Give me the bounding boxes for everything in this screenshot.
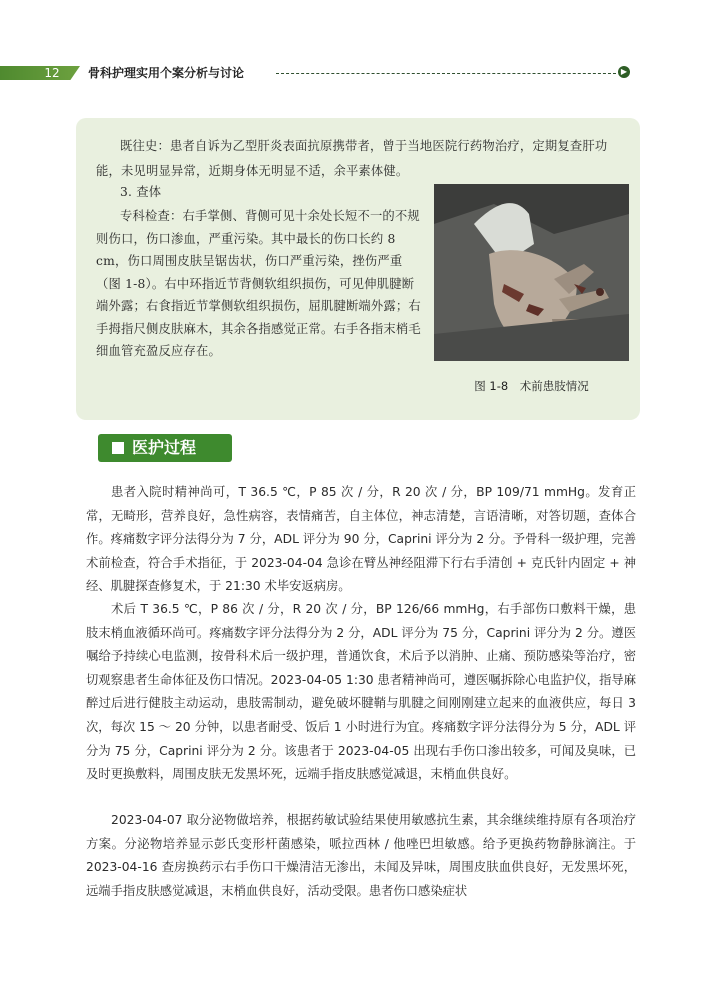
past-history-paragraph: 既往史：患者自诉为乙型肝炎表面抗原携带者，曾于当地医院行药物治疗，定期复查肝功能，未见明显异常，近期身体无明显不适，余平素体健。 [96,139,608,178]
specialist-exam-paragraph: 专科检查：右手掌侧、背侧可见十余处长短不一的不规则伤口，伤口渗血，严重污染。其中最长的伤口长约 8 cm，伤口周围皮肤呈锯齿状，伤口严重污染，挫伤严重（图 1-8）。右中环指近节背侧软组织损伤，可见伸肌腱断端外露；右食指近节掌侧软组织损伤，屈肌腱断端外露；右手拇指尺侧皮肤麻木，其余各指感觉正常。右手各指末梢毛细血管充盈反应存在。 [96,209,421,358]
body-paragraph-3 [86,809,636,903]
exam-heading: 3. 查体 [120,185,162,199]
chevron-right-icon: ▶ [618,66,630,78]
book-title: 骨科护理实用个案分析与讨论 [88,66,245,80]
postoperative-paragraph: 术后 T 36.5 ℃，P 86 次 / 分，R 20 次 / 分，BP 126/66 mmHg，右手部伤口敷料干燥，患肢末梢血液循环尚可。疼痛数字评分法得分为 2 分，ADL 评分为 75 分，Caprini 评分为 2 分。遵医嘱给予持续心电监测，按骨科术后一级护理，普通饮食，术后予以消肿、止痛、预防感染等治疗，密切观察患者生命体征及伤口情况。2023-04-05 1:30 患者精神尚可，遵医嘱拆除心电监护仪，指导麻醉过后进行健肢主动运动，患肢需制动，避免破坏腱鞘与肌腱之间刚刚建立起来的血液供应，每日 3 次，每次 15 ～ 20 分钟，以患者耐受、饭后 1 小时进行为宜。疼痛数字评分法得分为 5 分，ADL 评分为 75 分，Caprini 评分为 2 分。该患者于 2023-04-05 出现右手伤口渗出较多，可闻及臭味，已及时更换敷料，周围皮肤无发黑坏死，远端手指皮肤感觉减退，末梢血供良好。 [86,602,636,782]
culture-paragraph: 2023-04-07 取分泌物做培养，根据药敏试验结果使用敏感抗生素，其余继续维持原有各项治疗方案。分泌物培养显示彭氏变形杆菌感染，哌拉西林 / 他唑巴坦敏感。给予更换药物静脉滴注。于 2023-04-16 查房换药示右手伤口干燥清洁无渗出，未闻及异味，周围皮肤血供良好，无发黑坏死，远端手指皮肤感觉减退，末梢血供良好，活动受限。患者伤口感染症状 [86,813,636,898]
preoperative-hand-photo [434,184,629,361]
body-paragraph-2 [86,598,636,787]
admission-paragraph: 患者入院时精神尚可，T 36.5 ℃，P 85 次 / 分，R 20 次 / 分，BP 109/71 mmHg。发育正常，无畸形，营养良好，急性病容，表情痛苦，自主体位，神志清楚，言语清晰，对答切题，查体合作。疼痛数字评分法得分为 7 分，ADL 评分为 90 分，Caprini 评分为 2 分。予骨科一级护理，完善术前检查，符合手术指征，于 2023-04-04 急诊在臂丛神经阻滞下行右手清创 + 克氏针内固定 + 神经、肌腱探查修复术，于 21:30 术毕安返病房。 [86,485,636,594]
page-number: 12 [44,66,60,80]
section-title: 医护过程 [132,438,197,457]
figure-caption: 图 1-8 术前患肢情况 [474,379,589,393]
section-heading [98,434,232,462]
header-dashed-rule [276,73,616,74]
square-icon [112,442,124,454]
body-paragraph-1 [86,481,636,599]
